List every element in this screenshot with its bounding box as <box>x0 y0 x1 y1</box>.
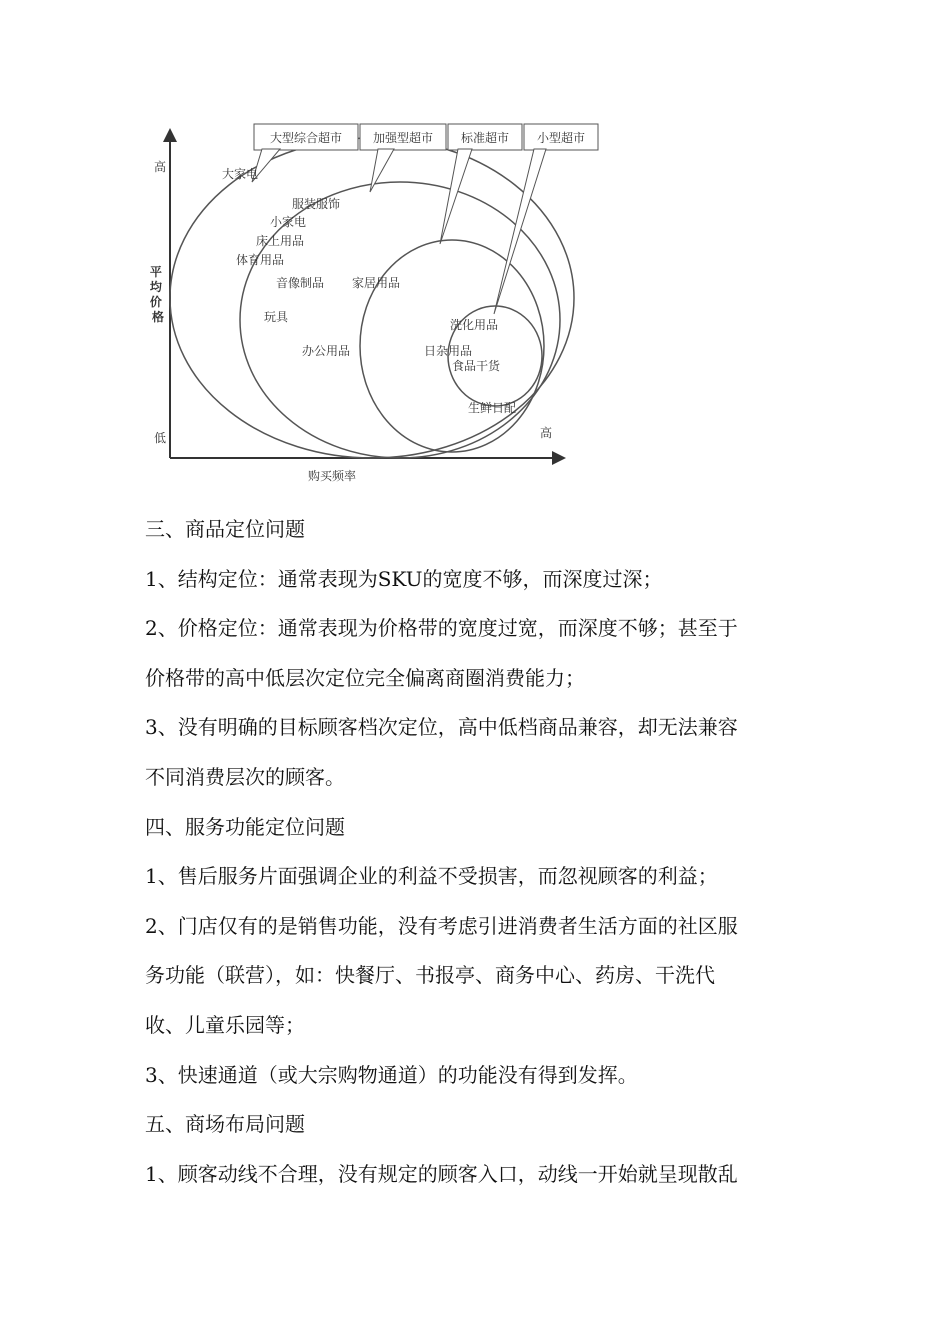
item-food-dry: 食品干货 <box>452 359 501 373</box>
paragraph: 不同消费层次的顾客。 <box>145 764 345 789</box>
item-clothing: 服装服饰 <box>292 197 341 211</box>
y-axis-title-char: 价 <box>149 295 162 309</box>
item-office: 办公用品 <box>302 344 351 358</box>
callout-label-hypermarket: 大型综合超市 <box>269 131 343 145</box>
paragraph: 2、价格定位：通常表现为价格带的宽度过宽，而深度不够；甚至于 <box>145 616 738 641</box>
paragraph: 1、结构定位：通常表现为SKU的宽度不够，而深度过深； <box>145 566 663 591</box>
paragraph: 收、儿童乐园等； <box>145 1012 305 1037</box>
x-axis-high-label: 高 <box>539 426 553 440</box>
item-home-goods: 家居用品 <box>352 276 401 290</box>
callout-pointer-enhanced <box>370 149 394 192</box>
paragraph: 1、顾客动线不合理，没有规定的顾客入口，动线一开始就呈现散乱 <box>145 1161 738 1186</box>
section-heading-service-positioning: 四、服务功能定位问题 <box>145 814 345 839</box>
item-bedding: 床上用品 <box>256 234 305 248</box>
y-axis-title <box>150 264 166 324</box>
x-axis-arrow <box>552 451 566 465</box>
callout-pointer-standard <box>440 149 472 244</box>
document-body <box>145 505 815 1199</box>
y-axis-high-label: 高 <box>153 160 167 174</box>
y-axis-title-char: 均 <box>149 280 162 294</box>
paragraph: 务功能（联营），如：快餐厅、书报亭、商务中心、药房、干洗代 <box>145 963 715 988</box>
x-axis-title: 购买频率 <box>307 469 357 483</box>
y-axis-title-char: 格 <box>151 310 165 324</box>
item-toys: 玩具 <box>264 310 289 324</box>
item-cleaning: 洗化用品 <box>450 318 499 332</box>
paragraph: 2、门店仅有的是销售功能，没有考虑引进消费者生活方面的社区服 <box>145 913 738 938</box>
item-big-appliance: 大家电 <box>222 167 259 181</box>
callout-label-enhanced: 加强型超市 <box>372 131 434 145</box>
callout-label-standard: 标准超市 <box>460 131 510 145</box>
paragraph: 价格带的高中低层次定位完全偏离商圈消费能力； <box>145 665 585 690</box>
section-heading-store-layout: 五、商场布局问题 <box>145 1112 305 1137</box>
item-audio-video: 音像制品 <box>276 276 325 290</box>
y-axis-arrow <box>163 128 177 142</box>
supermarket-positioning-diagram <box>140 118 600 490</box>
paragraph: 3、没有明确的目标顾客档次定位，高中低档商品兼容，却无法兼容 <box>145 715 738 740</box>
item-fresh: 生鲜日配 <box>468 401 517 415</box>
paragraph: 1、售后服务片面强调企业的利益不受损害，而忽视顾客的利益； <box>145 864 718 889</box>
callout-pointer-small <box>494 149 546 314</box>
y-axis-low-label: 低 <box>153 431 167 445</box>
paragraph: 3、快速通道（或大宗购物通道）的功能没有得到发挥。 <box>145 1062 638 1087</box>
y-axis-title-char: 平 <box>149 265 162 279</box>
callout-label-small: 小型超市 <box>536 131 586 145</box>
item-small-appliance: 小家电 <box>270 215 307 229</box>
item-daily: 日杂用品 <box>424 344 473 358</box>
section-heading-product-positioning: 三、商品定位问题 <box>145 517 305 541</box>
item-sports: 体育用品 <box>236 253 285 267</box>
